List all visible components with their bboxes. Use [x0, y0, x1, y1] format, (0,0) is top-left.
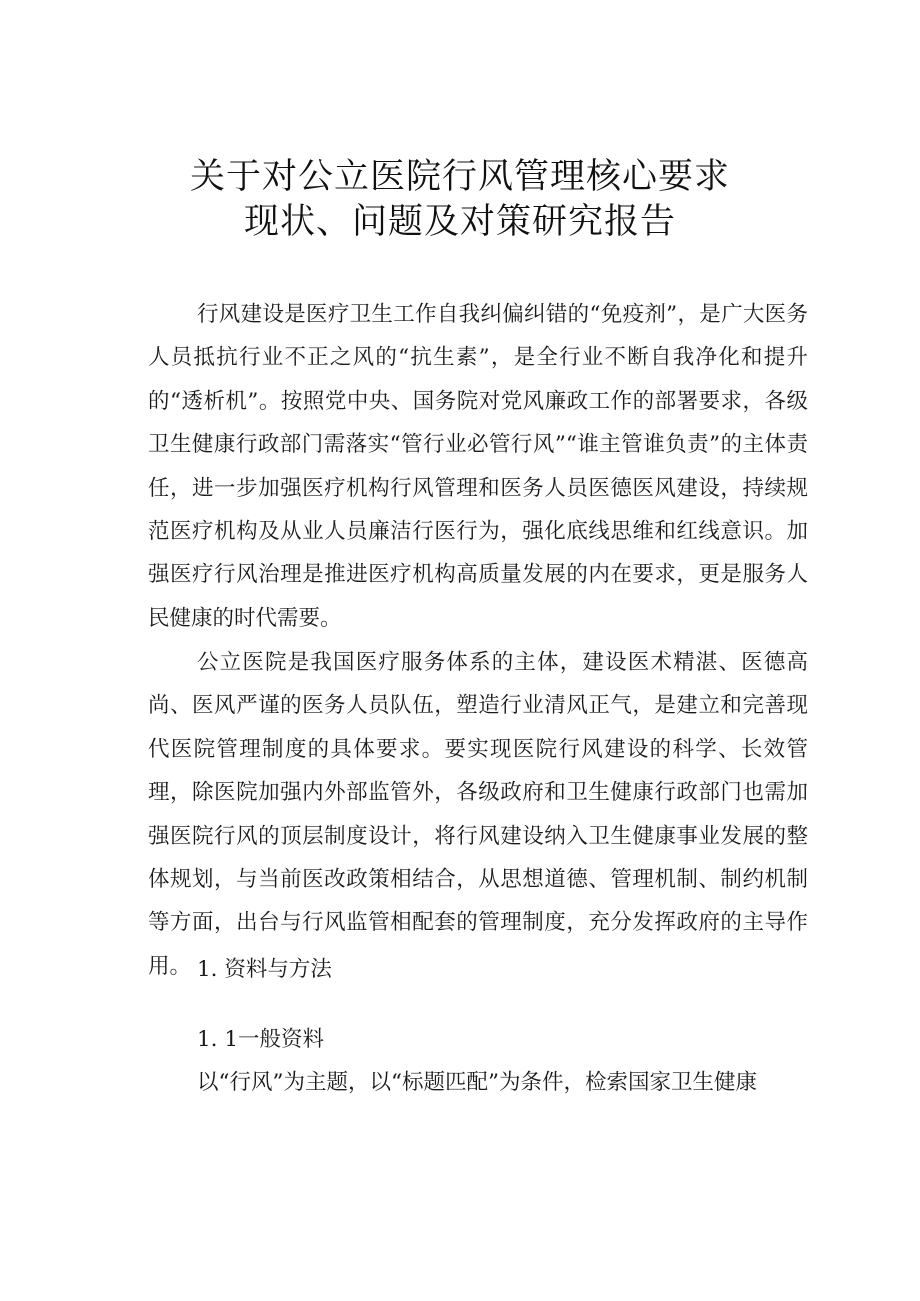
document-title-line-1: 关于对公立医院行风管理核心要求: [189, 157, 730, 197]
document-title-line-2: 现状、问题及对策研究报告: [243, 202, 676, 242]
body-paragraph-1: 行风建设是医疗卫生工作自我纠偏纠错的“免疫剂”，是广大医务人员抵抗行业不正之风的“抗生素”，是全行业不断自我净化和提升的“透析机”。按照党中央、国务院对党风廉政工作的部署要求，各级卫生健康行政部门需落实“管行业必管行风”“谁主管谁负责”的主体责任，进一步加强医疗机构行风管理和医务人员医德医风建设，持续规范医疗机构及从业人员廉洁行医行为，强化底线思维和红线意识。加强医疗行风治理是推进医疗机构高质量发展的内在要求，更是服务人民健康的时代需要。: [148, 302, 808, 631]
section-heading: 1. 资料与方法: [197, 957, 332, 982]
body-paragraph-2: 公立医院是我国医疗服务体系的主体，建设医术精湛、医德高尚、医风严谨的医务人员队伍，塑造行业清风正气，是建立和完善现代医院管理制度的具体要求。要实现医院行风建设的科学、长效管理，除医院加强内外部监管外，各级政府和卫生健康行政部门也需加强医院行风的顶层制度设计，将行风建设纳入卫生健康事业发展的整体规划，与当前医改政策相结合，从思想道德、管理机制、制约机制等方面，出台与行风监管相配套的管理制度，充分发挥政府的主导作用。: [148, 650, 808, 979]
body-paragraph-3: 以“行风”为主题，以“标题匹配”为条件，检索国家卫生健康: [197, 1070, 757, 1095]
subsection-heading: 1. 1一般资料: [197, 1027, 325, 1052]
